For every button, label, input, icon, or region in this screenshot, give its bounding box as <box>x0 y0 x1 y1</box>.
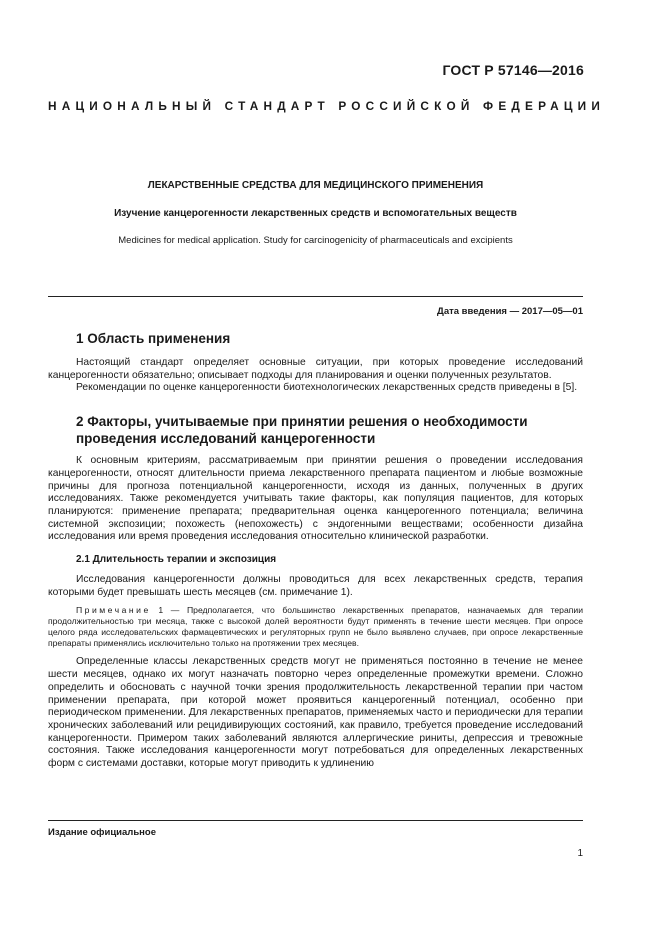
note-label: Примечание <box>76 605 151 616</box>
subsection-2-1-paragraph-2: Определенные классы лекарственных средств могут не применяться постоянно в течение не менее шести месяцев, однако их могут назначать повторно через определенные промежутки времени. Сложно определить и обосновать с научной точки зрения продолжительность лекарственной терапии при частом применении препарата, при которой может проявиться канцерогенный потенциал, особенно при периодическом применении. Для лекарственных препаратов, применяемых часто и периодически для терапии хронических заболеваний или рецидивирующих состояний, как правило, требуется проведение исследований канцерогенности. Примером таких заболеваний являются аллергические риниты, депрессия и тревожные состояния. Также исследования канцерогенности могут потребоваться для определенных лекарственных форм с системами доставки, которые могут приводить к удлинению <box>48 656 583 770</box>
note-text: 1 — Предполагается, что большинство лекарственных препаратов, назначаемых для терапии продолжительностью три месяца, также с высокой долей вероятности будут применять в течение шести месяцев. При опросе целого ряда исследовательских фармацевтических и регуляторных групп не было выявлено случаев, при опросе лекарственные препараты применялись исключительно только на протяжении трех месяцев. <box>48 605 583 649</box>
section-2 <box>48 413 583 544</box>
note-1 <box>48 605 583 649</box>
document-subtitle: Изучение канцерогенности лекарственных средств и вспомогательных веществ <box>114 208 517 219</box>
section-2-heading: 2 Факторы, учитываемые при принятии решения о необходимости проведения исследований канцерогенности <box>76 414 528 447</box>
standard-number: ГОСТ Р 57146—2016 <box>442 62 584 78</box>
section-2-paragraph-1: К основным критериям, рассматриваемым при принятии решения о проведении исследования канцерогенности, относят длительности приема лекарственного препарата пациентом и любые возможные причины для прогноза потенциальной канцерогенности, исходя из данных, полученных в других исследованиях. Также рекомендуется учитывать такие факторы, как популяция пациентов, для которых планируются: применение препарата; предварительная оценка канцерогенного потенциала; величина системной экспозиции; похожесть (непохожесть) с эндогенными веществами; особенности дизайна исследования или время проведения исследования относительно клинической разработки. <box>48 455 583 543</box>
section-1 <box>48 330 583 395</box>
document-body <box>48 330 583 771</box>
subsection-2-1-heading: 2.1 Длительность терапии и экспозиция <box>76 554 277 566</box>
section-1-paragraph-2: Рекомендации по оценке канцерогенности биотехнологических лекарственных средств приведены в [5]. <box>76 382 578 394</box>
subsection-2-1 <box>48 553 583 771</box>
page-number: 1 <box>577 848 583 859</box>
introduction-date: Дата введения — 2017—05—01 <box>437 306 583 317</box>
subsection-2-1-paragraph-1: Исследования канцерогенности должны проводиться для всех лекарственных средств, терапия которыми будет превышать шесть месяцев (см. примечание 1). <box>48 574 583 598</box>
document-title-english: Medicines for medical application. Study for carcinogenicity of pharmaceuticals and excipients <box>118 235 513 246</box>
document-title: ЛЕКАРСТВЕННЫЕ СРЕДСТВА ДЛЯ МЕДИЦИНСКОГО ПРИМЕНЕНИЯ <box>147 180 484 191</box>
national-standard-banner: НАЦИОНАЛЬНЫЙ СТАНДАРТ РОССИЙСКОЙ ФЕДЕРАЦИИ <box>48 99 605 113</box>
section-1-paragraph-1: Настоящий стандарт определяет основные ситуации, при которых проведение исследований канцерогенности обязательно; описывает подходы для планирования и оценки полученных результатов. <box>48 357 583 381</box>
title-divider <box>48 296 583 297</box>
footer-divider <box>48 820 583 821</box>
edition-label: Издание официальное <box>48 827 156 838</box>
section-1-heading: 1 Область применения <box>76 331 231 346</box>
